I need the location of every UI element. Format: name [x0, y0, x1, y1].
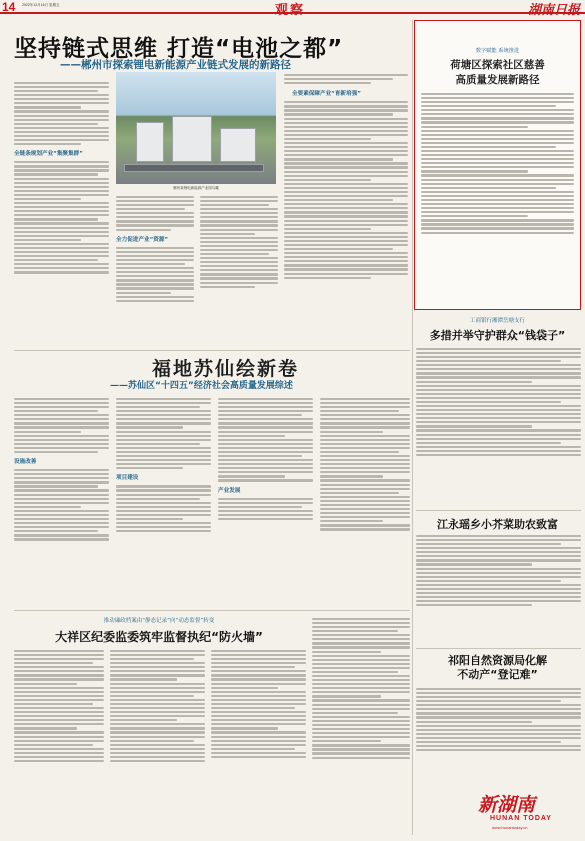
text-block: [14, 161, 109, 273]
text-block: [284, 101, 408, 279]
page-header: [0, 0, 585, 18]
text-block: [218, 398, 313, 482]
text-block: [416, 688, 581, 751]
middle-headline: 福地苏仙绘新卷: [152, 358, 300, 380]
photo-caption: 郴州某锂电新能源产业园鸟瞰: [173, 186, 219, 190]
bottom-body-col-3: [211, 648, 306, 836]
story-3-headline-line-1: 祁阳自然资源局化解: [448, 654, 547, 667]
issue-date: 2022年12月16日 星期五: [22, 3, 60, 7]
lead-body-col-4: [284, 72, 408, 357]
bottom-story-kicker: 推动廉政档案由“静态记录”向“动态监督”转变: [103, 618, 215, 624]
text-block: [116, 196, 194, 231]
text-block: [116, 247, 194, 302]
sidebar-title-line-1: 荷塘区探索社区慈善: [450, 59, 545, 71]
story-2-headline: 江永瑶乡小芥菜助农致富: [437, 518, 558, 531]
logo-mark: 新湖南: [478, 794, 536, 816]
text-block: [416, 348, 581, 456]
text-block: [312, 618, 410, 759]
middle-subhead-2: 项目建设: [116, 475, 139, 482]
text-block: [14, 469, 109, 541]
sidebar-kicker: 数字赋能 系统推进: [475, 48, 520, 54]
bottom-body-col-4: [312, 616, 410, 836]
sidebar-body: [421, 91, 574, 303]
logo-url: www.hunantoday.cn: [492, 825, 528, 830]
lead-subhead-2: 全力促进产业“资源”: [116, 236, 169, 243]
text-block: [200, 196, 278, 288]
middle-subhead-1: 设施改善: [14, 459, 37, 466]
middle-subheadline: ——苏仙区“十四五”经济社会高质量发展综述: [110, 381, 293, 391]
middle-body-col-4: [320, 396, 410, 606]
bottom-body-col-2: [110, 648, 205, 836]
middle-body-col-1: [14, 396, 109, 606]
story-2-body: [416, 533, 581, 643]
lead-subheadline: ——郴州市探索锂电新能源产业链式发展的新路径: [60, 59, 291, 71]
bottom-body-col-1: [14, 648, 104, 836]
text-block: [211, 650, 306, 758]
lead-body-col-2: [116, 194, 194, 354]
text-block: [320, 398, 410, 531]
story-1-kicker: 工商银行湘潭岳塘支行: [469, 318, 525, 324]
story-3-body: [416, 686, 581, 786]
text-block: [218, 498, 313, 521]
masthead-brand: 湖南日报: [527, 3, 580, 18]
lead-subhead-1: 全链条规划产业“集聚集群”: [14, 151, 83, 158]
text-block: [116, 485, 211, 532]
hunan-today-logo: [470, 790, 582, 838]
lead-body-col-3: [200, 194, 278, 354]
text-block: [116, 398, 211, 470]
middle-body-col-2: [116, 396, 211, 606]
text-block: [421, 93, 574, 234]
text-block: [416, 535, 581, 607]
story-1-headline: 多措并举守护群众“钱袋子”: [429, 329, 566, 342]
text-block: [110, 650, 205, 762]
lead-body-col-1: [14, 80, 109, 350]
sidebar-feature-box: [414, 20, 581, 310]
middle-body-col-3: [218, 396, 313, 606]
sidebar-title-line-2: 高质量发展新路径: [455, 74, 540, 86]
text-block: [14, 650, 104, 762]
lead-photo: [116, 72, 276, 184]
logo-english: HUNAN TODAY: [490, 815, 552, 822]
section-title: 观察: [275, 3, 306, 18]
text-block: [14, 398, 109, 453]
bottom-story-headline: 大祥区纪委监委筑牢监督执纪“防火墙”: [55, 630, 263, 644]
story-3-headline-line-2: 不动产“登记难”: [457, 668, 538, 681]
story-1-body: [416, 346, 581, 506]
lead-subhead-3: 全要素保障产业“育新培强”: [292, 91, 361, 98]
middle-subhead-3: 产业发展: [218, 487, 241, 494]
text-block: [14, 82, 109, 145]
page-number: 14: [2, 0, 16, 14]
text-block: [284, 74, 408, 84]
lead-headline: 坚持链式思维 打造“电池之都”: [14, 36, 344, 62]
